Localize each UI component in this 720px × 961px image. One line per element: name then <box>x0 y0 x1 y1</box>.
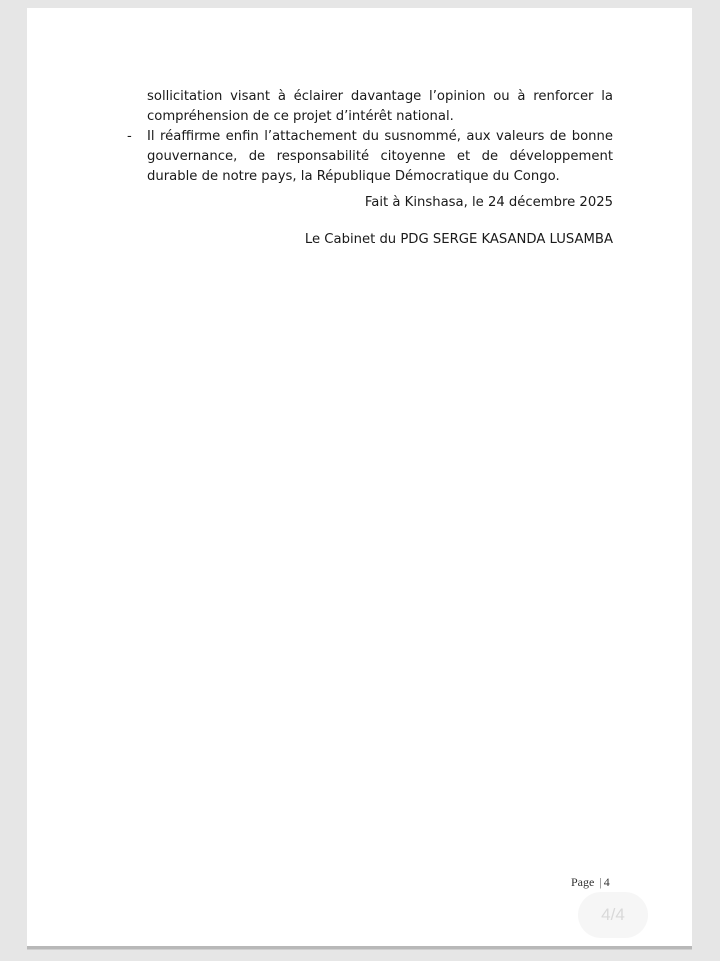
page-footer-number <box>571 875 610 890</box>
scroll-handle[interactable] <box>697 898 717 928</box>
bullet-item <box>127 127 613 187</box>
page-label: Page <box>571 875 595 889</box>
page-number-value: 4 <box>603 875 610 889</box>
bullet-dash: - <box>127 129 132 144</box>
page-edge-shadow <box>27 946 692 949</box>
bullet-text: Il réaffirme enfin l’attachement du susnommé, aux valeurs de bonne gouvernance, de responsabilité citoyenne et de développement durable de notre pays, la République Démocratique du Congo. <box>147 129 613 184</box>
page-separator: | <box>599 875 602 889</box>
signature-line: Le Cabinet du PDG SERGE KASANDA LUSAMBA <box>304 232 613 247</box>
place-and-date: Fait à Kinshasa, le 24 décembre 2025 <box>364 195 613 210</box>
paragraph-continued: sollicitation visant à éclairer davantage l’opinion ou à renforcer la compréhension de ce projet d’intérêt national. <box>147 89 613 124</box>
page-body <box>127 87 613 250</box>
page-counter-badge[interactable]: 4/4 <box>578 892 648 938</box>
